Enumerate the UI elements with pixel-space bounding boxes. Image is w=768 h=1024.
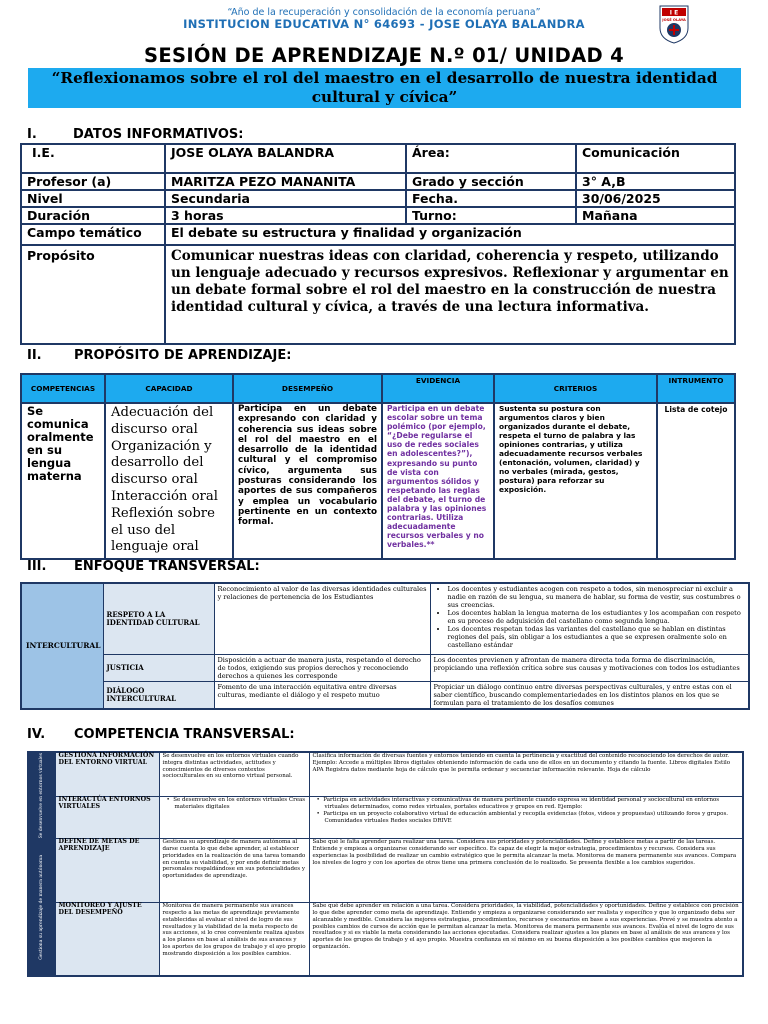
area-value: Comunicación bbox=[576, 144, 735, 173]
section-3-heading bbox=[27, 559, 260, 574]
fecha-label: Fecha. bbox=[406, 190, 576, 207]
enfoque-value-3: DIÁLOGO INTERCULTURAL bbox=[103, 681, 214, 709]
criterios-3: Sabe qué le falta aprender para realizar una tarea. Considera sus prioridades y potencialidades. Define y establece metas a partir de las tareas. Entiende y empieza a organizarse considerando ser específico. Es capaz de elegir la mejor estrategia, procedimientos y recursos. Considera sus experiencias la posibilidad de realizar un cambio estratégico que le permita alcanzar la meta. Monitorea de manera permanente sus avances. Compara los niveles de logro y con los aportes de otros tiene una primera conclusión de lo realizado. Se presenta flexible a los cambios sugeridos. bbox=[309, 839, 743, 903]
list-item: • Los docentes respetan todas las variantes del castellano que se hablan en distintas regiones del país, sin obligar a los estudiantes a que se expresen oralmente solo en castellano estándar bbox=[448, 625, 746, 649]
side-label-entornos: Se desenvuelve en entornos virtuales bbox=[28, 752, 55, 839]
section-3-label: ENFOQUE TRANSVERSAL: bbox=[74, 559, 260, 574]
duracion-label: Duración bbox=[21, 207, 165, 224]
aprendizaje-table bbox=[20, 373, 736, 560]
enfoque-action-3: Propiciar un diálogo continuo entre diversas perspectivas culturales, y entre estas con el saber científico, buscando complementariedades en los distintos planos en los que se formulan para el tratamiento de los desafíos comunes bbox=[430, 681, 749, 709]
capacidad-4: MONITOREO Y AJUSTE DEL DESEMPEÑO bbox=[55, 903, 159, 976]
campo-label: Campo temático bbox=[21, 224, 165, 245]
year-motto: “Año de la recuperación y consolidación de la economía peruana” bbox=[227, 7, 541, 18]
criterios-1: Clasifica información de diversas fuentes y entornos teniendo en cuenta la pertinencia y exactitud del contenido reconociendo los derechos de autor. Ejemplo: Accede a múltiples libros digitales obteniendo información de cada uno de ellos en un documento y citando la fuente. Libros digitales Estilo APA Registra datos mediante hoja de cálculo que le permita ordenar y secuenciar información relevante. Hoja de cálculo bbox=[309, 752, 743, 797]
list-item: • Se desenvuelve en los entornos virtuales Creas materiales digitales bbox=[166, 797, 306, 811]
header-competencias: COMPETENCIAS bbox=[21, 374, 105, 403]
campo-value: El debate su estructura y finalidad y organización bbox=[165, 224, 735, 245]
area-label: Área: bbox=[406, 144, 576, 173]
grado-value: 3° A,B bbox=[576, 173, 735, 190]
section-1-heading bbox=[27, 127, 243, 142]
session-subtitle: “Reflexionamos sobre el rol del maestro en el desarrollo de nuestra identidad cultural y cívica” bbox=[28, 68, 741, 108]
turno-label: Turno: bbox=[406, 207, 576, 224]
school-logo bbox=[658, 4, 690, 44]
enfoque-desc-3: Fomento de una interacción equitativa entre diversas culturas, mediante el diálogo y el respeto mutuo bbox=[214, 681, 430, 709]
header-desempeno: DESEMPEÑO bbox=[233, 374, 382, 403]
enfoque-name: INTERCULTURAL bbox=[21, 583, 103, 709]
capacidad-1: GESTIONA INFORMACIÓN DEL ENTORNO VIRTUAL bbox=[55, 752, 159, 797]
enfoque-value-2: JUSTICIA bbox=[103, 654, 214, 681]
grado-label: Grado y sección bbox=[406, 173, 576, 190]
enfoque-desc-2: Disposición a actuar de manera justa, respetando el derecho de todos, exigiendo sus propios derechos y reconociendo derechos a quienes les corresponde bbox=[214, 654, 430, 681]
section-1-number: I. bbox=[27, 127, 37, 142]
enfoque-value-1: RESPETO A LA IDENTIDAD CULTURAL bbox=[103, 583, 214, 654]
enfoque-action-2: Los docentes previenen y afrontan de manera directa toda forma de discriminación, propiciando una reflexión crítica sobre sus causas y motivaciones con todos los estudiantes bbox=[430, 654, 749, 681]
desc-1: Se desenvuelve en los entornos virtuales cuando integra distintas actividades, actitudes y conocimientos de diversos contextos socioculturales en su entorno virtual personal. bbox=[159, 752, 309, 797]
desc-3: Gestiona su aprendizaje de manera autónoma al darse cuenta lo que debe aprender, al establecer prioridades en la realización de una tarea tomando en cuenta su viabilidad, y por ende definir metas personales respaldándose en sus potencialidades y oportunidades de aprendizaje. bbox=[159, 839, 309, 903]
section-2-heading bbox=[27, 348, 291, 363]
header-capacidad: CAPACIDAD bbox=[105, 374, 233, 403]
criterios-2 bbox=[309, 797, 743, 839]
criterios-text: Sustenta su postura con argumentos claros y bien organizados durante el debate, respeta el turno de palabra y las opiniones contrarias, y utiliza adecuadamente recursos verbales (entonación, volumen, claridad) y no verbales (mirada, gestos, postura) para reforzar su exposición. bbox=[494, 403, 657, 559]
list-item: • Los docentes hablan la lengua materna de los estudiantes y los acompañan con respeto en su proceso de adquisición del castellano como segunda lengua. bbox=[448, 609, 746, 625]
enfoque-actions-1 bbox=[430, 583, 749, 654]
datos-informativos-table bbox=[20, 143, 736, 345]
logo-name: JOSÉ OLAYA bbox=[662, 18, 686, 22]
proposito-label: Propósito bbox=[21, 245, 165, 344]
fecha-value: 30/06/2025 bbox=[576, 190, 735, 207]
header-instrumento: INTRUMENTO bbox=[657, 374, 735, 403]
criterios-4: Sabe qué debe aprender en relación a una tarea. Considera prioridades, la viabilidad, potencialidades y oportunidades. Define y establece con precisión lo que debe aprender como meta de aprendizaje. Entiende y empieza a organizarse considerando ser realista y específico y que lo organizado deba ser alcanzable y medible. Considera las mejores estrategias, procedimientos, recursos y escenarios en base a sus experiencias. Prevé y se muestra atento a posibles cambios de cursos de acción que le permitan alcanzar la meta. Monitorea de manera permanente sus avances. Evalúa el nivel de logro de sus resultados y si es viable la meta considerando las acciones ejecutadas. Considera realizar ajustes a los planes en base al análisis de sus avances y los aportes de los grupos de trabajo y el ayo propio. Muestra confianza en sí mismo en su buena disposición a los posibles cambios que mejoren la organización. bbox=[309, 903, 743, 976]
profesor-label: Profesor (a) bbox=[21, 173, 165, 190]
section-1-label: DATOS INFORMATIVOS: bbox=[73, 127, 244, 142]
side-label-gestiona: Gestiona su aprendizaje de manera autónoma bbox=[28, 839, 55, 976]
competencia-text: Se comunica oralmente en su lengua materna bbox=[21, 403, 105, 559]
header-evidencia: EVIDENCIA bbox=[382, 374, 494, 403]
ie-value: JOSE OLAYA BALANDRA bbox=[165, 144, 406, 173]
profesor-value: MARITZA PEZO MANANITA bbox=[165, 173, 406, 190]
list-item: • Participa en actividades interactivas y comunicativas de manera pertinente cuando expresa su identidad personal y sociocultural en entornos virtuales determinados, como redes virtuales, portales educativos y grupos en red. Ejemplo: bbox=[316, 797, 720, 811]
section-3-number: III. bbox=[27, 559, 47, 574]
desc-2 bbox=[159, 797, 309, 839]
section-4-label: COMPETENCIA TRANSVERSAL: bbox=[74, 727, 295, 742]
capacidad-2: INTERACTÚA ENTORNOS VIRTUALES bbox=[55, 797, 159, 839]
section-4-number: IV. bbox=[27, 727, 46, 742]
evidencia-text: Participa en un debate escolar sobre un tema polémico (por ejemplo, “¿Debe regularse el uso de redes sociales en adolescentes?”), expresando su punto de vista con argumentos sólidos y respetando las reglas del debate, el turno de palabra y las opiniones contrarias. Utiliza adecuadamente recursos verbales y no verbales.** bbox=[382, 403, 494, 559]
turno-value: Mañana bbox=[576, 207, 735, 224]
section-4-heading bbox=[27, 727, 295, 742]
competencia-table bbox=[27, 751, 744, 977]
header-criterios: CRITERIOS bbox=[494, 374, 657, 403]
nivel-value: Secundaria bbox=[165, 190, 406, 207]
logo-text: I E bbox=[669, 9, 679, 17]
capacidad-3: DEFINE DE METAS DE APRENDIZAJE bbox=[55, 839, 159, 903]
section-2-number: II. bbox=[27, 348, 42, 363]
capacidad-text: Adecuación del discurso oral Organización y desarrollo del discurso oral Interacción oral Reflexión sobre el uso del lenguaje oral bbox=[105, 403, 233, 559]
nivel-label: Nivel bbox=[21, 190, 165, 207]
enfoque-table bbox=[20, 582, 750, 710]
desempeno-text: Participa en un debate expresando con claridad y coherencia sus ideas sobre el rol del maestro en el desarrollo de la identidad cultural y el compromiso cívico, argumenta sus posturas considerando los aportes de sus compañeros y emplea un vocabulario pertinente en un contexto formal. bbox=[233, 403, 382, 559]
enfoque-desc-1: Reconocimiento al valor de las diversas identidades culturales y relaciones de pertenencia de los Estudiantes bbox=[214, 583, 430, 654]
section-2-label: PROPÓSITO DE APRENDIZAJE: bbox=[74, 348, 292, 363]
instrumento-text: Lista de cotejo bbox=[657, 403, 735, 559]
proposito-value: Comunicar nuestras ideas con claridad, coherencia y respeto, utilizando un lenguaje adecuado y recursos expresivos. Reflexionar y argumentar en un debate formal sobre el rol del maestro en la construcción de nuestra identidad cultural y cívica, a través de una lectura informativa. bbox=[165, 245, 735, 344]
institution-name: INSTITUCION EDUCATIVA N° 64693 - JOSE OLAYA BALANDRA bbox=[183, 17, 585, 31]
list-item: • Los docentes y estudiantes acogen con respeto a todos, sin menospreciar ni excluir a nadie en razón de su lengua, su manera de hablar, su forma de vestir, sus costumbres o sus creencias. bbox=[448, 585, 746, 609]
duracion-value: 3 horas bbox=[165, 207, 406, 224]
ie-label: I.E. bbox=[21, 144, 165, 173]
page-title: SESIÓN DE APRENDIZAJE N.º 01/ UNIDAD 4 bbox=[144, 44, 624, 67]
desc-4: Monitorea de manera permanente sus avances respecto a las metas de aprendizaje previamente establecidas al evaluar el nivel de logro de sus resultados y la viabilidad de la meta respecto de sus acciones, si lo cree conveniente realiza ajustes a los planes en base al análisis de sus avances y los aportes de los grupos de trabajo y el ayo propio mostrando disposición a los posibles cambios. bbox=[159, 903, 309, 976]
list-item: • Participa en un proyecto colaborativo virtual de educación ambiental y recopila evidencias (fotos, videos y propuestas) utilizando foros y grupos. Comunidades virtuales Redes sociales DRIVE bbox=[316, 810, 729, 824]
